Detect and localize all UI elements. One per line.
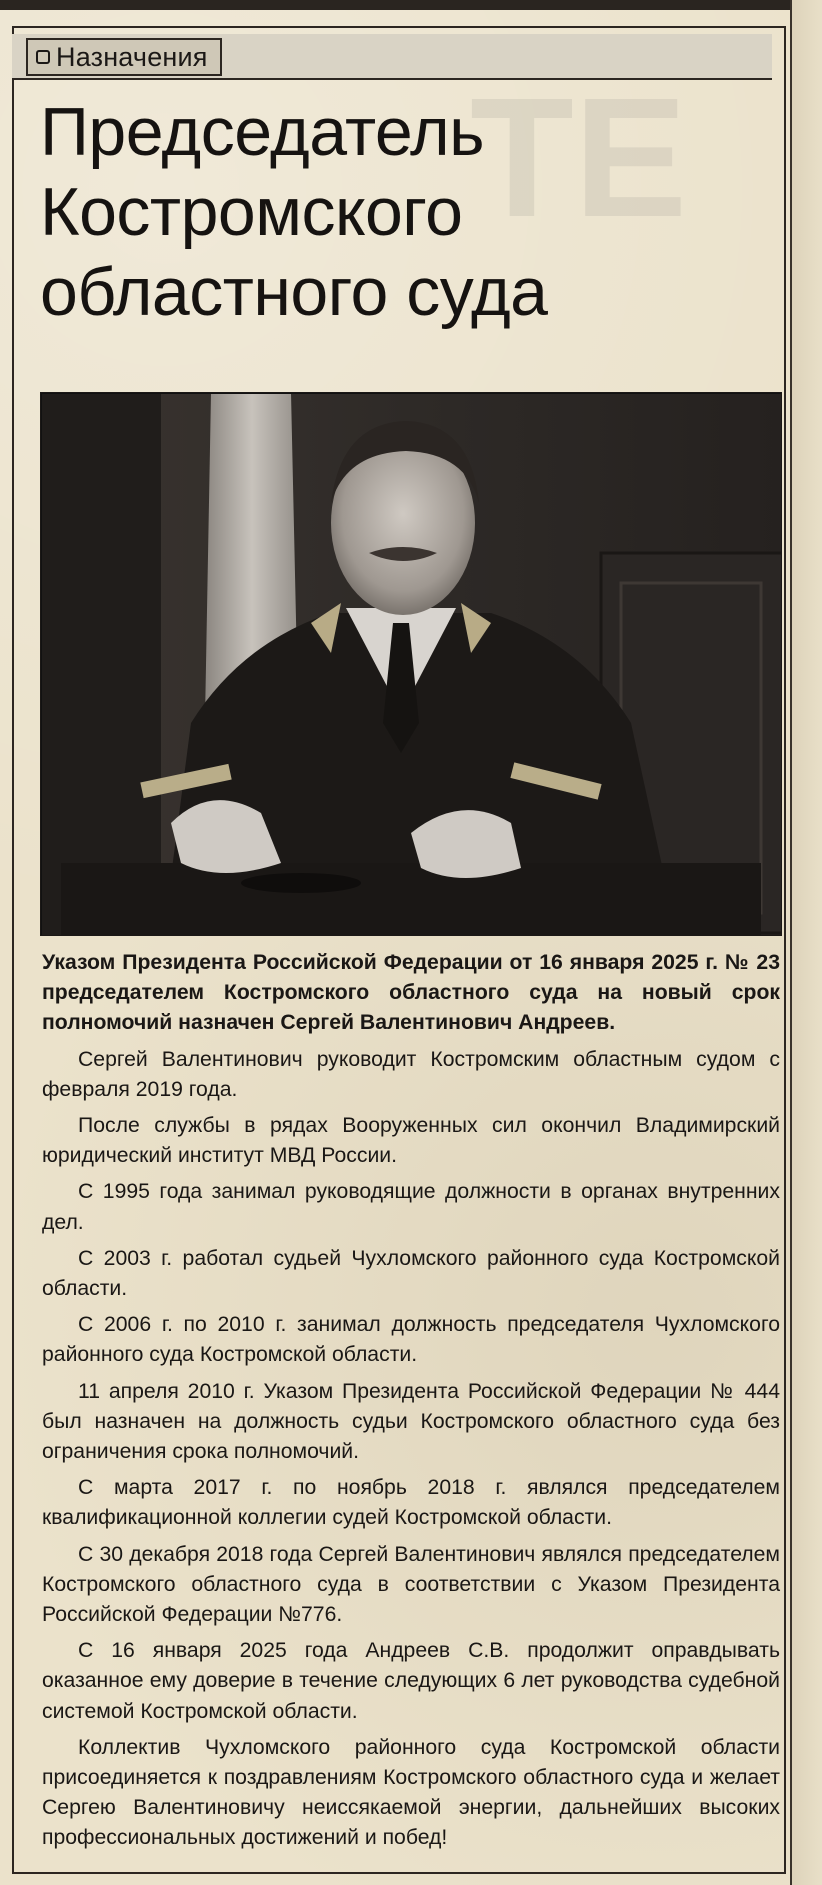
article-paragraph: С 16 января 2025 года Андреев С.В. продолжит оправдывать оказанное ему доверие в течение следующих 6 лет руководства судебной системой Костромской области. <box>42 1639 780 1723</box>
article-paragraph: Коллектив Чухломского районного суда Костромской области присоединяется к поздравлениям Костромского областного суда и желает Сергею Валентиновичу неиссякаемой энергии, дальнейших высоких профессиональных достижений и побед! <box>42 1735 780 1850</box>
article-paragraph: С 1995 года занимал руководящие должности в органах внутренних дел. <box>42 1180 780 1234</box>
box-icon <box>36 50 50 64</box>
article-paragraph: С 2003 г. работал судьей Чухломского районного суда Костромской области. <box>42 1246 780 1301</box>
article-lead: Указом Президента Российской Федерации от 16 января 2025 г. № 23 председателем Костромского областного суда на новый срок полномочий назначен Сергей Валентинович Андреев. <box>42 951 780 1035</box>
headline <box>40 92 780 332</box>
rubric-tab <box>26 38 222 76</box>
portrait-illustration <box>41 393 782 936</box>
bleed-through-print: ТЕ <box>470 63 688 253</box>
article-paragraph: 11 апреля 2010 г. Указом Президента Российской Федерации № 444 был назначен на должность судьи Костромского областного суда без ограничения срока полномочий. <box>42 1379 780 1464</box>
rubric-label: Назначения <box>56 41 208 72</box>
article-paragraph: С марта 2017 г. по ноябрь 2018 г. являлся председателем квалификационной коллегии судей Костромской области. <box>42 1476 780 1530</box>
article-body <box>42 948 780 1860</box>
top-rule <box>0 0 822 10</box>
headline-line: Председатель <box>40 94 485 170</box>
article-paragraph: Сергей Валентинович руководит Костромским областным судом с февраля 2019 года. <box>42 1047 780 1101</box>
adjacent-column-edge <box>790 0 822 1885</box>
headline-line: областного суда <box>40 254 548 330</box>
headline-line: Костромского <box>40 174 463 250</box>
article-paragraph: С 2006 г. по 2010 г. занимал должность председателя Чухломского районного суда Костромской области. <box>42 1313 780 1367</box>
portrait-photo <box>40 392 782 936</box>
article-paragraph: После службы в рядах Вооруженных сил окончил Владимирский юридический институт МВД России. <box>42 1114 780 1168</box>
article-paragraph: С 30 декабря 2018 года Сергей Валентинович являлся председателем Костромского областного суда в соответствии с Указом Президента Российской Федерации №776. <box>42 1542 780 1627</box>
